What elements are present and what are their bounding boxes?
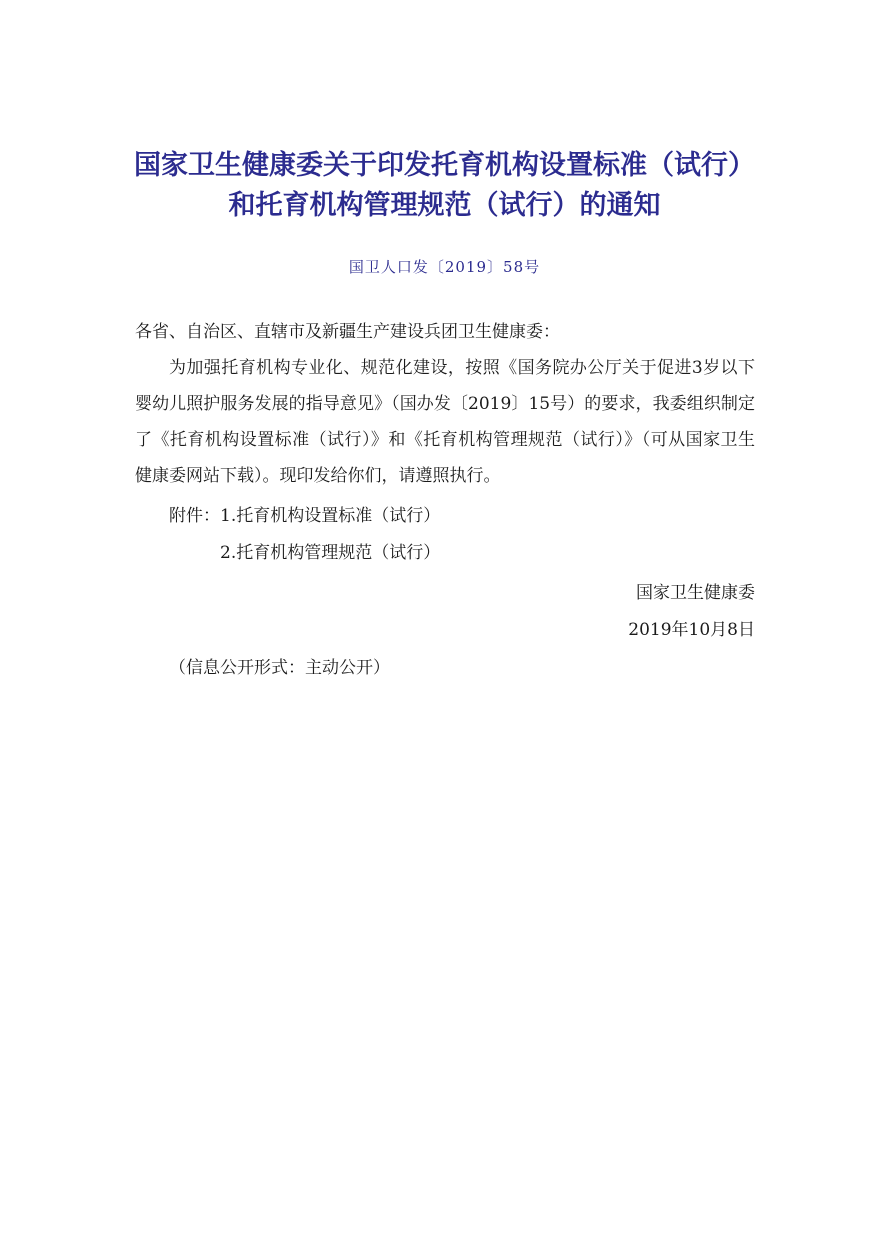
document-title-line-1: 国家卫生健康委关于印发托育机构设置标准（试行） [134,150,755,181]
attachment-item-1: 附件：1.托育机构设置标准（试行） [169,506,441,526]
disclosure-note: （信息公开形式：主动公开） [169,658,390,678]
signature-organization: 国家卫生健康委 [636,583,755,603]
document-title-line-2: 和托育机构管理规范（试行）的通知 [228,190,661,221]
signature-date: 2019年10月8日 [628,620,755,640]
body-paragraph: 为加强托育机构专业化、规范化建设，按照《国务院办公厅关于促进3岁以下婴幼儿照护服务发展的指导意见》（国办发〔2019〕15号）的要求，我委组织制定了《托育机构设置标准（试行）》和《托育机构管理规范（试行）》（可从国家卫生健康委网站下载）。现印发给你们，请遵照执行。 [135,358,755,486]
attachment-item-2: 2.托育机构管理规范（试行） [220,543,441,563]
document-number: 国卫人口发〔2019〕58号 [348,258,541,276]
salutation: 各省、自治区、直辖市及新疆生产建设兵团卫生健康委： [135,322,560,342]
